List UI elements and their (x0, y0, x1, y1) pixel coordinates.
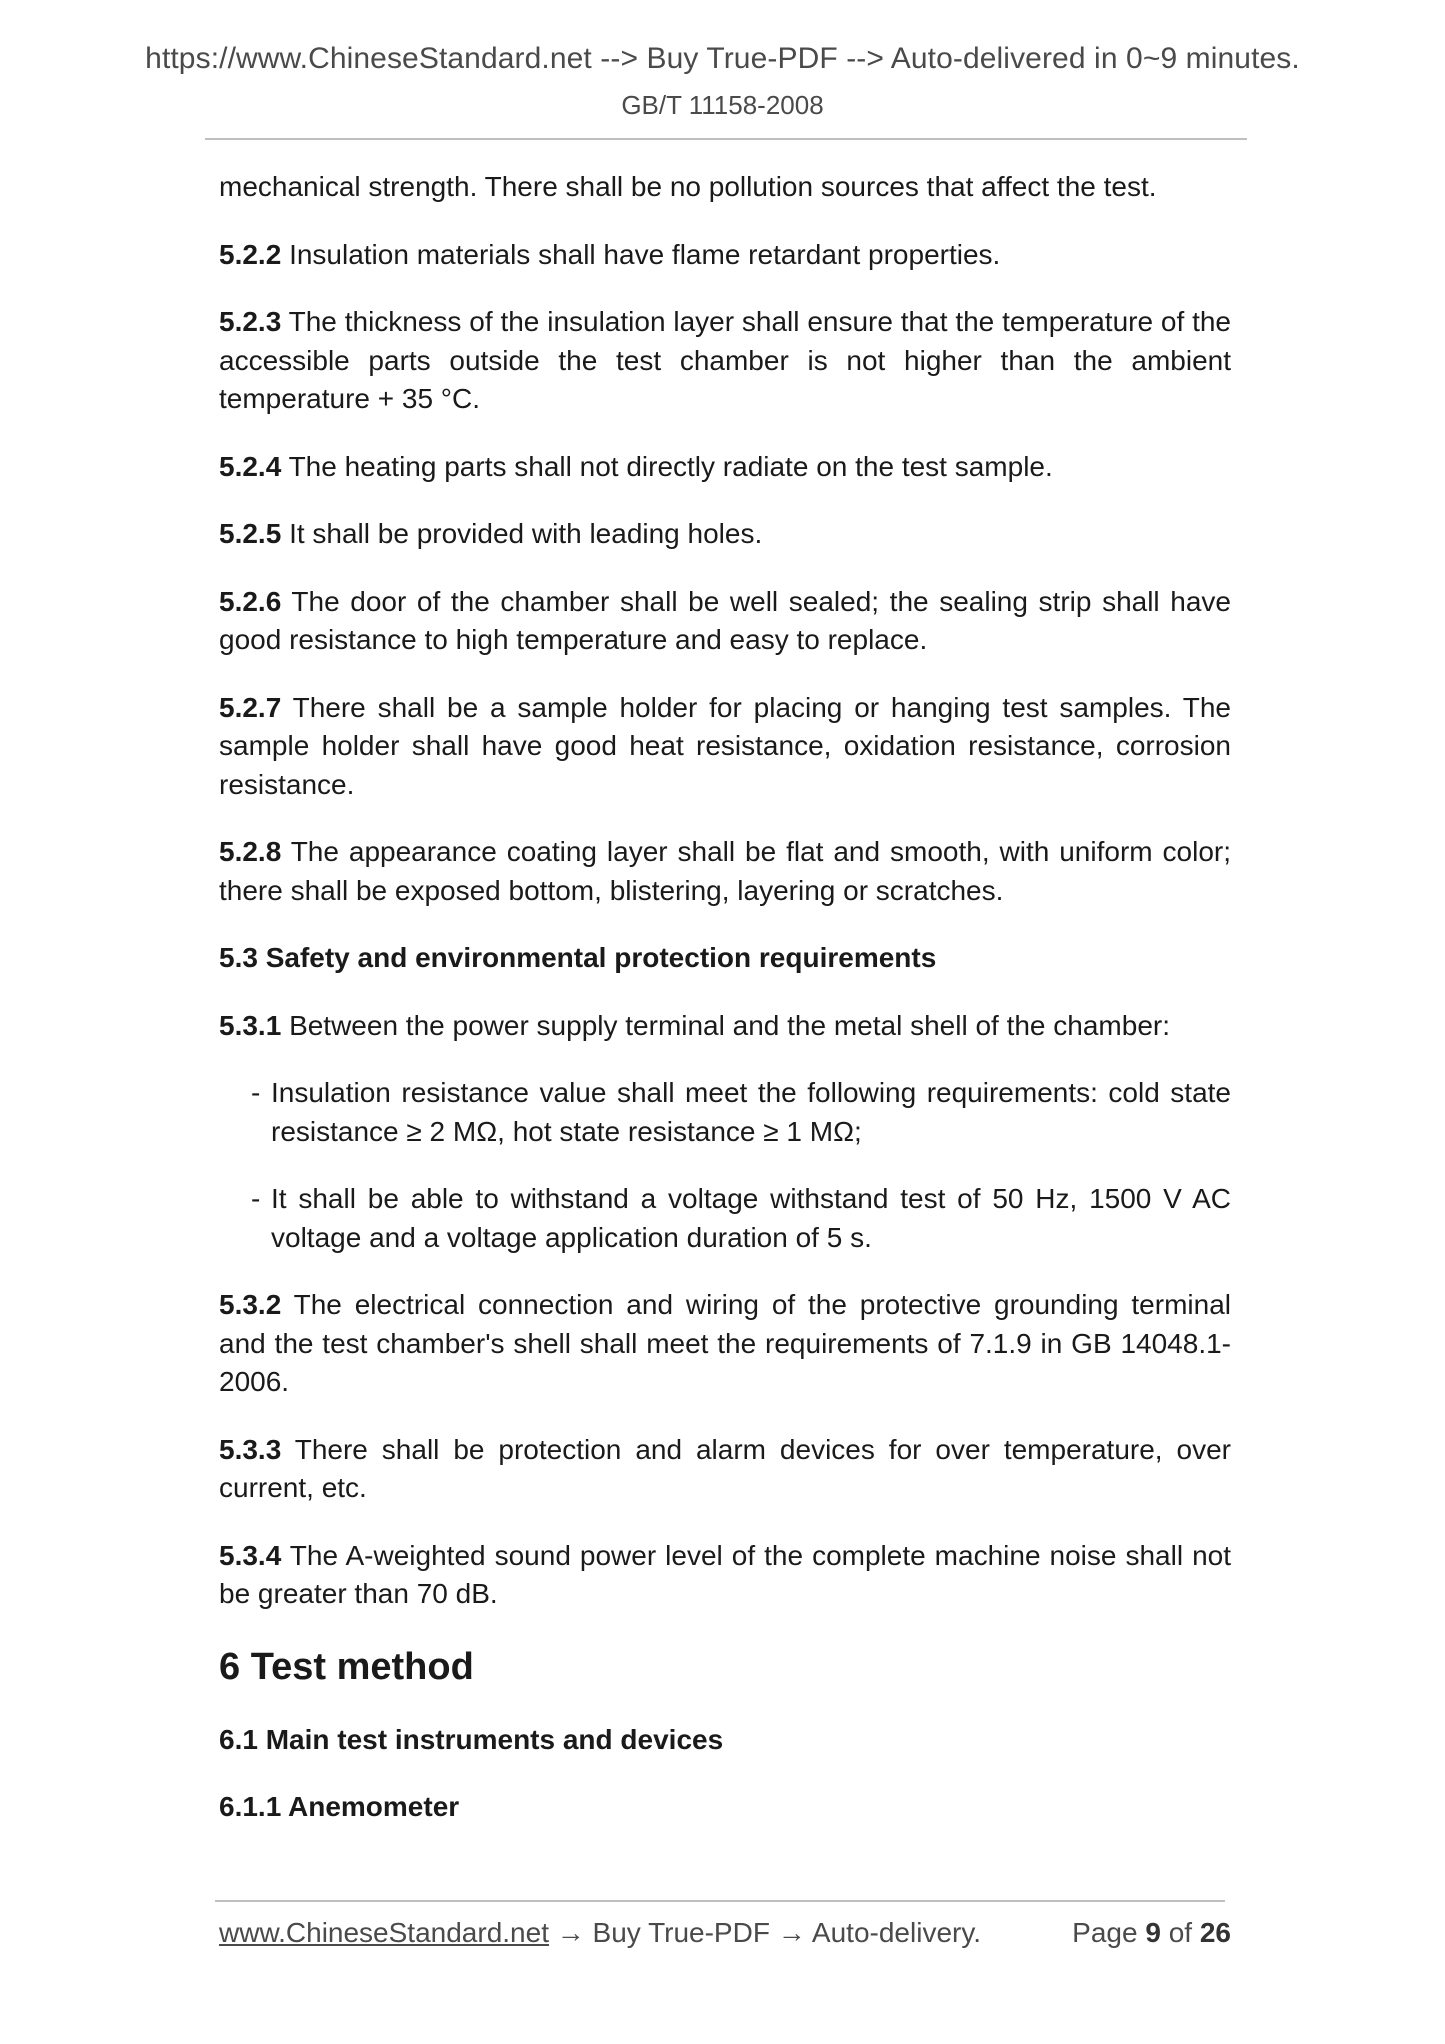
clause-number: 5.2.6 (219, 585, 282, 617)
heading-5-3: 5.3 Safety and environmental protection requirements (219, 942, 937, 973)
clause-text: The A-weighted sound power level of the complete machine noise shall not be greater than 70 dB. (219, 1539, 1231, 1609)
clause-text: The appearance coating layer shall be flat and smooth, with uniform color; there shall be exposed bottom, blistering, layering or scratches. (219, 836, 1231, 906)
header-divider (205, 138, 1247, 140)
list-item-text: It shall be able to withstand a voltage withstand test of 50 Hz, 1500 V AC voltage and a voltage application duration of 5 s. (271, 1183, 1231, 1253)
clause-text: The heating parts shall not directly radiate on the test sample. (288, 450, 1053, 482)
clause-5-2-5 (219, 515, 1231, 554)
paragraph-continuation: mechanical strength. There shall be no pollution sources that affect the test. (219, 171, 1157, 202)
of-label: of (1168, 1917, 1193, 1948)
clause-number: 5.2.7 (219, 691, 282, 723)
clause-5-3-2 (219, 1286, 1231, 1402)
header-url-line: https://www.ChineseStandard.net --> Buy True-PDF --> Auto-delivered in 0~9 minutes. (145, 42, 1300, 75)
page-number: 9 (1145, 1917, 1161, 1948)
clause-text: The door of the chamber shall be well sealed; the sealing strip shall have good resistance to high temperature and easy to replace. (219, 585, 1231, 655)
clause-5-2-2 (219, 236, 1231, 275)
clause-5-3-4 (219, 1537, 1231, 1614)
clause-number: 5.2.4 (219, 450, 282, 482)
clause-text: Between the power supply terminal and the metal shell of the chamber: (289, 1009, 1170, 1041)
heading-6-1-1: 6.1.1 Anemometer (219, 1791, 460, 1822)
footer (219, 1917, 1231, 1949)
clause-number: 5.2.5 (219, 518, 282, 549)
clause-number: 5.3.3 (219, 1433, 282, 1465)
page-indicator (1072, 1917, 1231, 1949)
clause-5-2-6 (219, 583, 1231, 660)
footer-tagline: → Buy True-PDF → Auto-delivery. (548, 1917, 982, 1948)
heading-6-1: 6.1 Main test instruments and devices (219, 1723, 724, 1755)
clause-text: There shall be protection and alarm devices for over temperature, over current, etc. (219, 1433, 1231, 1503)
clause-5-3-3 (219, 1431, 1231, 1508)
clause-number: 5.3.4 (219, 1539, 282, 1571)
clause-5-2-8 (219, 833, 1231, 910)
clause-text: There shall be a sample holder for placing or hanging test samples. The sample holder shall have good heat resistance, oxidation resistance, corrosion resistance. (219, 691, 1231, 800)
clause-number: 5.2.3 (219, 306, 282, 337)
clause-text: Insulation materials shall have flame retardant properties. (289, 238, 1001, 270)
bullet-dash: - (251, 1077, 261, 1108)
header-standard-number: GB/T 11158-2008 (621, 90, 824, 120)
list-item (251, 1074, 1231, 1151)
clause-text: The electrical connection and wiring of the protective grounding terminal and the test chamber's shell shall meet the requirements of 7.1.9 in GB 14048.1-2006. (219, 1289, 1231, 1397)
clause-text: It shall be provided with leading holes. (289, 518, 763, 549)
page-label: Page (1072, 1917, 1138, 1948)
footer-site-link[interactable]: www.ChineseStandard.net (219, 1917, 549, 1948)
footer-left (219, 1917, 981, 1949)
footer-divider (215, 1900, 1225, 1902)
clause-5-2-3 (219, 303, 1231, 419)
clause-5-2-4 (219, 448, 1231, 487)
clause-number: 5.3.2 (219, 1289, 282, 1320)
clause-5-2-7 (219, 689, 1231, 805)
clause-5-3-1 (219, 1007, 1231, 1046)
document-body (219, 168, 1231, 1856)
clause-number: 5.2.8 (219, 836, 282, 867)
bullet-dash: - (251, 1183, 261, 1214)
clause-text: The thickness of the insulation layer shall ensure that the temperature of the accessible parts outside the test chamber is not higher than the ambient temperature + 35 °C. (219, 306, 1231, 414)
list-item-text: Insulation resistance value shall meet the following requirements: cold state resistance ≥ 2 MΩ, hot state resistance ≥ 1 MΩ; (271, 1077, 1231, 1147)
clause-number: 5.2.2 (219, 238, 282, 270)
clause-number: 5.3.1 (219, 1009, 282, 1041)
list-item (251, 1180, 1231, 1257)
page-total: 26 (1199, 1917, 1231, 1948)
heading-6: 6 Test method (219, 1645, 474, 1688)
